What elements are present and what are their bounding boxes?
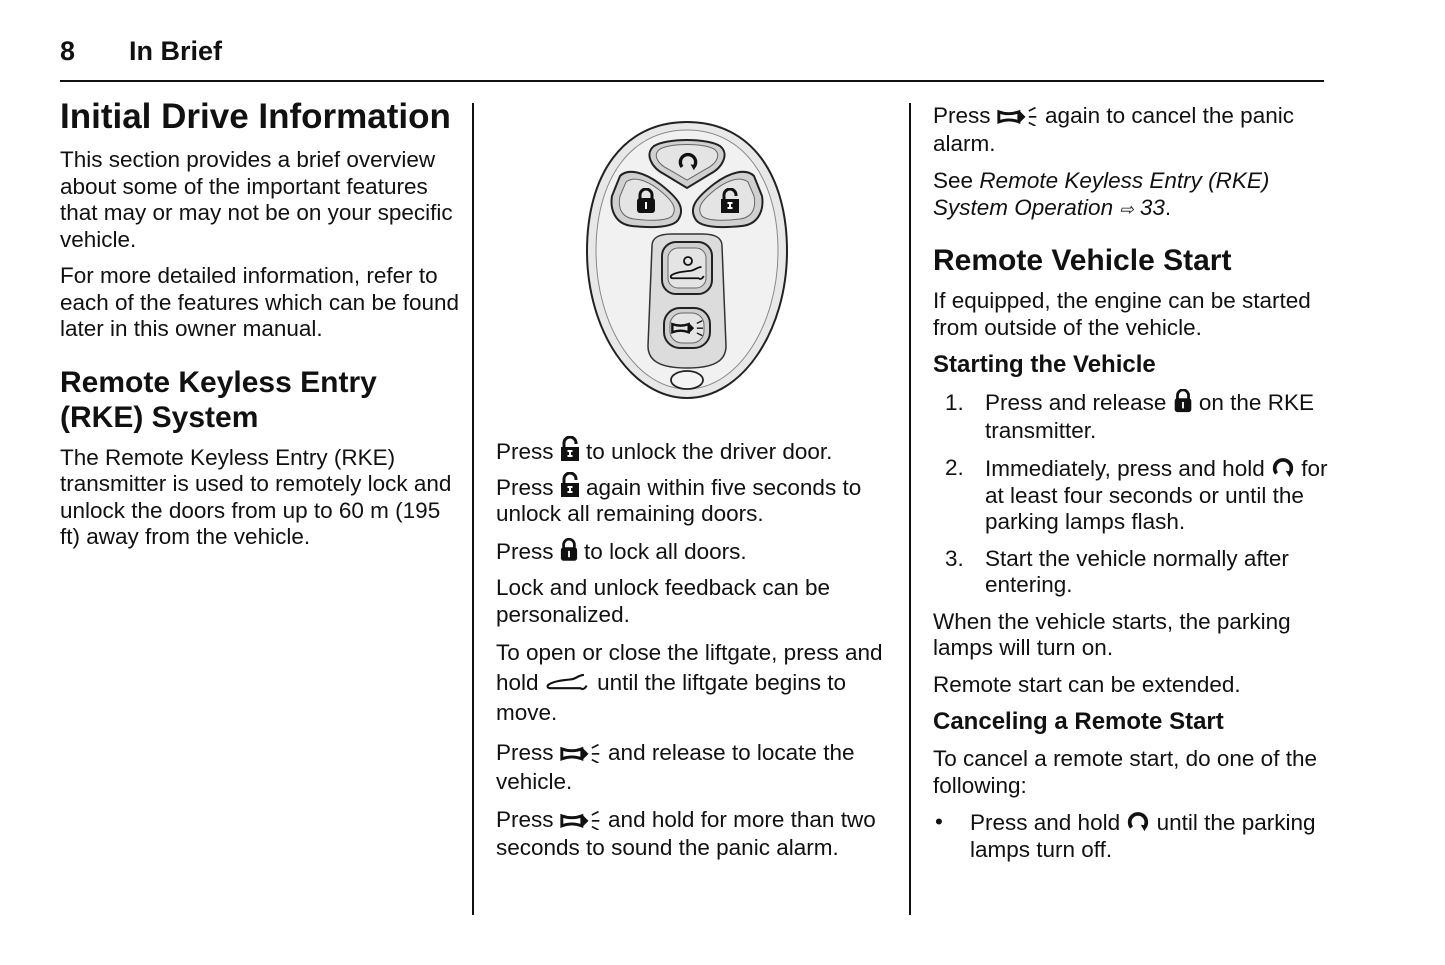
feedback-paragraph: Lock and unlock feedback can be personalized. [496, 575, 830, 627]
column-middle [496, 96, 896, 872]
key-ring-hole [671, 371, 703, 389]
page-header [60, 34, 1324, 82]
panic-icon [560, 743, 602, 763]
parking-lamps-paragraph: When the vehicle starts, the parking lamps will turn on. [933, 608, 1291, 660]
step-item: 2. Immediately, press and hold for at least four seconds or until the parking lamps flash. [945, 455, 1328, 534]
remote-vehicle-start-heading: Remote Vehicle Start [933, 244, 1232, 277]
more-info-paragraph: For more detailed information, refer to each of the features which can be found later in this owner manual. [60, 263, 460, 341]
unlock-icon [560, 472, 580, 498]
panic-icon [560, 810, 602, 830]
column-right [933, 102, 1333, 863]
cancel-intro-paragraph: To cancel a remote start, do one of the following: [933, 746, 1317, 798]
unlock-driver-paragraph: Press to unlock the driver door. [496, 436, 896, 466]
lock-icon [1173, 389, 1193, 413]
panic-icon [997, 106, 1039, 126]
canceling-remote-start-heading: Canceling a Remote Start [933, 708, 1224, 735]
column-divider [909, 103, 911, 915]
liftgate-paragraph: To open or close the liftgate, press and hold until the liftgate begins to move. [496, 640, 883, 725]
unlock-all-paragraph: Press again within five seconds to unlock all remaining doors. [496, 472, 896, 528]
unlock-icon [560, 436, 580, 462]
reference-page-number[interactable]: 33 [1139, 194, 1165, 220]
page-arrow-icon: ⇨ [1119, 199, 1134, 219]
cancel-options-list [933, 809, 1333, 863]
section-heading-initial-drive: Initial Drive Information [60, 97, 451, 136]
key-fob-illustration [582, 116, 792, 406]
intro-paragraph: This section provides a brief overview about some of the important features that may or may not be on your specific vehicle. [60, 147, 453, 252]
rvs-description: If equipped, the engine can be started from outside of the vehicle. [933, 288, 1311, 340]
locate-paragraph: Press and release to locate the vehicle. [496, 740, 855, 794]
extended-paragraph: Remote start can be extended. [933, 671, 1241, 697]
column-divider [472, 103, 474, 915]
lock-icon [560, 538, 578, 562]
bullet-item: • Press and hold until the parking lamps turn off. [935, 809, 1316, 862]
liftgate-button[interactable] [662, 242, 712, 294]
cross-reference-link[interactable]: Remote Keyless Entry (RKE) System Operation [933, 168, 1270, 220]
remote-start-icon [1271, 455, 1295, 479]
starting-steps-list [933, 389, 1333, 599]
rke-description: The Remote Keyless Entry (RKE) transmitter is used to remotely lock and unlock the doors from up to 60 m (195 ft) away from the vehicle. [60, 444, 452, 549]
step-item: 3. Start the vehicle normally after entering. [945, 545, 1289, 597]
remote-start-icon [1126, 809, 1150, 833]
section-title: In Brief [129, 36, 223, 66]
liftgate-icon [545, 671, 591, 693]
step-item: 1. Press and release on the RKE transmitter. [945, 390, 1314, 443]
rke-heading: Remote Keyless Entry (RKE) System [60, 365, 377, 434]
column-left [60, 96, 460, 561]
panic-button[interactable] [664, 308, 710, 348]
starting-vehicle-heading: Starting the Vehicle [933, 351, 1156, 378]
page-number: 8 [60, 36, 76, 66]
cancel-panic-paragraph: Press again to cancel the panic alarm. [933, 103, 1294, 156]
lock-all-paragraph: Press to lock all doors. [496, 538, 747, 564]
see-reference-paragraph: See Remote Keyless Entry (RKE) System Operation ⇨ 33. [933, 168, 1270, 220]
panic-paragraph: Press and hold for more than two seconds to sound the panic alarm. [496, 807, 876, 860]
